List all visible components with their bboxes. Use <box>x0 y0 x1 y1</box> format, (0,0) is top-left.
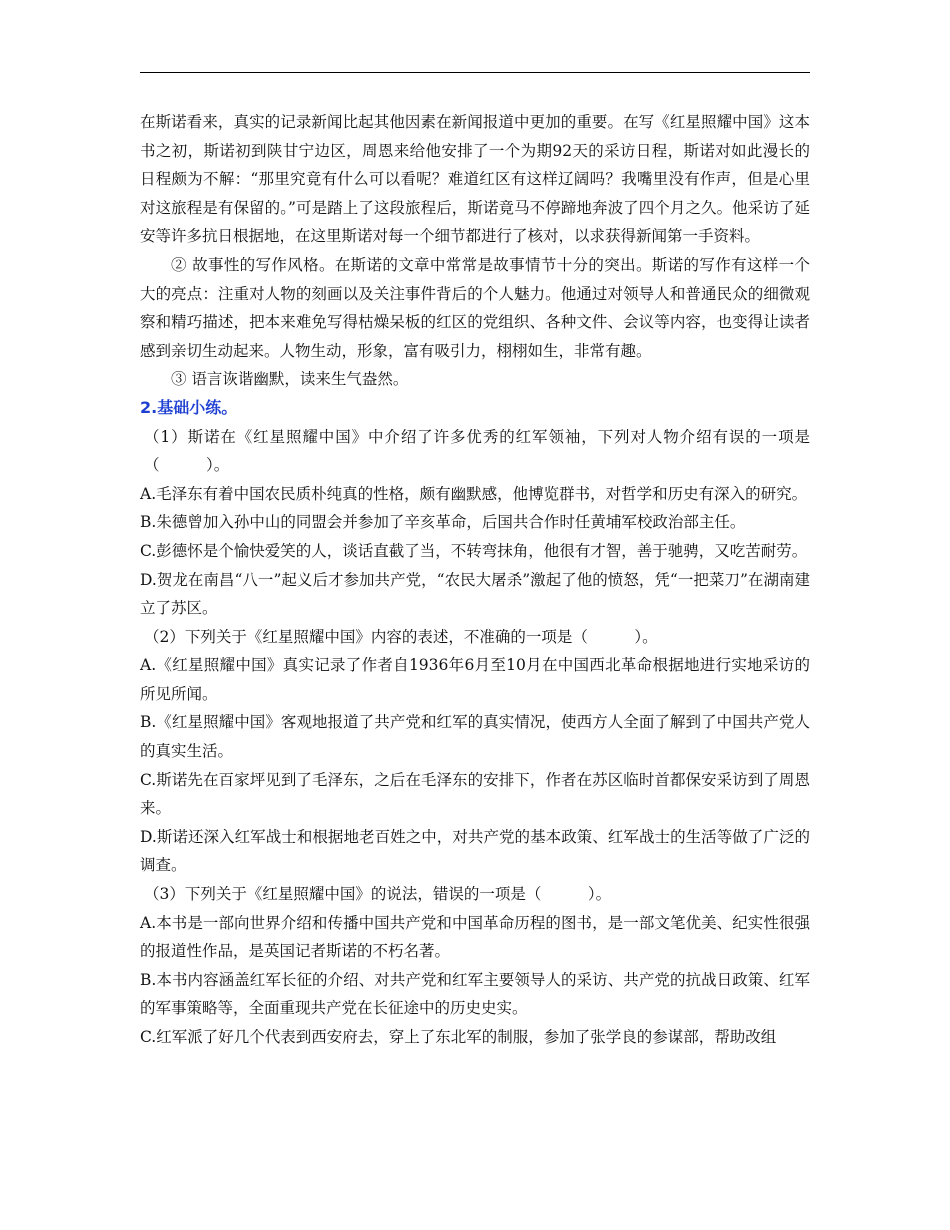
question-3-option-c: C.红军派了好几个代表到西安府去，穿上了东北军的制服，参加了张学良的参谋部，帮助改组 <box>140 1028 777 1046</box>
question-2-stem: （2）下列关于《红星照耀中国》内容的表述，不准确的一项是（ ）。 <box>144 627 658 646</box>
question-3-option-b: B.本书内容涵盖红军长征的介绍、对共产党和红军主要领导人的采访、共产党的抗战日政策、红军的军事策略等，全面重现共产党在长征途中的历史史实。 <box>140 970 810 1018</box>
question-1-option-b: B.朱德曾加入孙中山的同盟会并参加了辛亥革命，后国共合作时任黄埔军校政治部主任。 <box>140 513 746 532</box>
intro-paragraph-3: ③ 语言诙谐幽默，读来生气盎然。 <box>171 370 409 389</box>
question-1-option-a: A.毛泽东有着中国农民质朴纯真的性格，颇有幽默感，他博览群书，对哲学和历史有深入的研究。 <box>140 484 808 503</box>
question-2-option-b: B.《红星照耀中国》客观地报道了共产党和红军的真实情况，使西方人全面了解到了中国共产党人的真实生活。 <box>140 713 810 761</box>
header-rule <box>140 72 810 73</box>
intro-paragraph-2: ② 故事性的写作风格。在斯诺的文章中常常是故事情节十分的突出。斯诺的写作有这样一个大的亮点：注重对人物的刻画以及关注事件背后的个人魅力。他通过对领导人和普通民众的细微观察和精巧描述，把本来难免写得枯燥呆板的红区的党组织、各种文件、会议等内容，也变得让读者感到亲切生动起来。人物生动，形象，富有吸引力，栩栩如生，非常有趣。 <box>140 255 810 360</box>
question-2-option-c: C.斯诺先在百家坪见到了毛泽东，之后在毛泽东的安排下，作者在苏区临时首都保安采访到了周恩来。 <box>140 770 810 818</box>
question-3-option-a: A.本书是一部向世界介绍和传播中国共产党和中国革命历程的图书，是一部文笔优美、纪实性很强的报道性作品，是英国记者斯诺的不朽名著。 <box>140 913 810 961</box>
page-content <box>140 108 810 1052</box>
question-1-option-c: C.彭德怀是个愉快爱笑的人，谈话直截了当，不转弯抹角，他很有才智，善于驰骋，又吃苦耐劳。 <box>140 541 808 560</box>
section-title: 2.基础小练。 <box>140 397 238 417</box>
intro-paragraph-1: 在斯诺看来，真实的记录新闻比起其他因素在新闻报道中更加的重要。在写《红星照耀中国》这本书之初，斯诺初到陕甘宁边区，周恩来给他安排了一个为期92天的采访日程，斯诺对如此漫长的日程颇为不解：“那里究竟有什么可以看呢？难道红区有这样辽阔吗？我嘴里没有作声，但是心里对这旅程是有保留的。”可是踏上了这段旅程后，斯诺竟马不停蹄地奔波了四个月之久。他采访了延安等许多抗日根据地，在这里斯诺对每一个细节都进行了核对，以求获得新闻第一手资料。 <box>140 113 810 246</box>
question-1-stem: （1）斯诺在《红星照耀中国》中介绍了许多优秀的红军领袖，下列对人物介绍有误的一项是（ ）。 <box>144 427 810 475</box>
question-3-stem: （3）下列关于《红星照耀中国》的说法，错误的一项是（ ）。 <box>144 885 612 904</box>
question-2-option-d: D.斯诺还深入红军战士和根据地老百姓之中，对共产党的基本政策、红军战士的生活等做了广泛的调查。 <box>140 827 810 875</box>
question-1-option-d: D.贺龙在南昌“八一”起义后才参加共产党，“农民大屠杀”激起了他的愤怒，凭“一把菜刀”在湖南建立了苏区。 <box>140 570 810 618</box>
question-2-option-a: A.《红星照耀中国》真实记录了作者自1936年6月至10月在中国西北革命根据地进行实地采访的所见所闻。 <box>140 656 810 703</box>
